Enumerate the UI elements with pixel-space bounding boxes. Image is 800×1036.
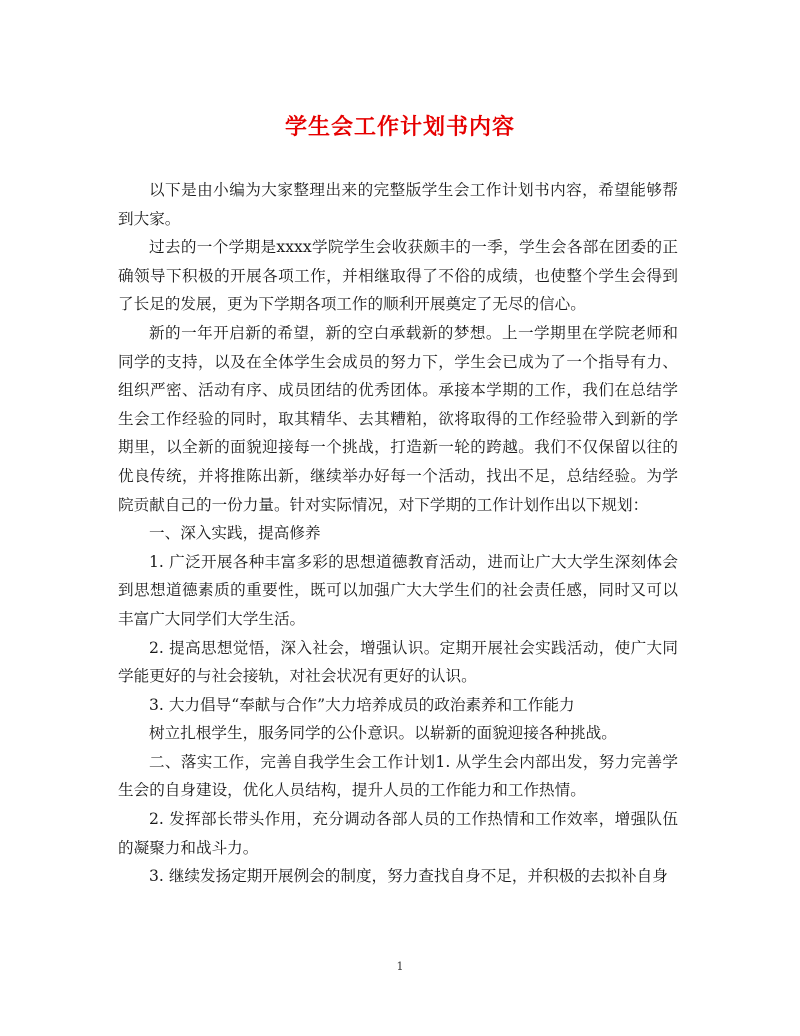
paragraph-intro: 以下是由小编为大家整理出来的完整版学生会工作计划书内容，希望能够帮到大家。 xyxy=(118,181,678,228)
list-item-1-3: 3. 大力倡导“奉献与合作”大力培养成员的政治素养和工作能力 xyxy=(149,695,575,714)
paragraph-new-year: 新的一年开启新的希望，新的空白承载新的梦想。上一学期里在学院老师和同学的支持，以及在全体学生会成员的努力下，学生会已成为了一个指导有力、组织严密、活动有序、成员团结的优秀团体。承接本学期的工作，我们在总结学生会工作经验的同时，取其精华、去其糟粕，欲将取得的工作经验带入到新的学期里，以全新的面貌迎接每一个挑战，打造新一轮的跨越。我们不仅保留以往的优良传统，并将推陈出新，继续举办好每一个活动，找出不足，总结经验。为学院贡献自己的一份力量。针对实际情况，对下学期的工作计划作出以下规划： xyxy=(118,323,678,514)
document-body xyxy=(118,176,678,891)
list-item-2-3: 3. 继续发扬定期开展例会的制度，努力查找自身不足，并积极的去拟补自身 xyxy=(149,867,668,886)
document-title: 学生会工作计划书内容 xyxy=(284,114,515,140)
paragraph-servant-awareness: 树立扎根学生，服务同学的公仆意识。以崭新的面貌迎接各种挑战。 xyxy=(149,724,617,743)
paragraph-past-semester: 过去的一个学期是xxxx学院学生会收获颇丰的一季，学生会各部在团委的正确领导下积极的开展各项工作，并相继取得了不俗的成绩，也使整个学生会得到了长足的发展，更为下学期各项工作的顺利开展奠定了无尽的信心。 xyxy=(118,238,678,314)
list-item-2-2: 2. 发挥部长带头作用，充分调动各部人员的工作热情和工作效率，增强队伍的凝聚力和战斗力。 xyxy=(118,810,678,857)
section-heading-2: 二、落实工作，完善自我学生会工作计划1. 从学生会内部出发，努力完善学生会的自身建设，优化人员结构，提升人员的工作能力和工作热情。 xyxy=(118,752,678,800)
section-heading-1: 一、深入实践，提高修养 xyxy=(149,524,321,543)
list-item-1-1: 1. 广泛开展各种丰富多彩的思想道德教育活动，进而让广大大学生深刻体会到思想道德素质的重要性，既可以加强广大大学生们的社会责任感，同时又可以丰富广大同学们大学生活。 xyxy=(118,552,678,628)
page-number: 1 xyxy=(396,960,404,973)
list-item-1-2: 2. 提高思想觉悟，深入社会，增强认识。定期开展社会实践活动，使广大同学能更好的与社会接轨，对社会状况有更好的认识。 xyxy=(118,638,678,686)
